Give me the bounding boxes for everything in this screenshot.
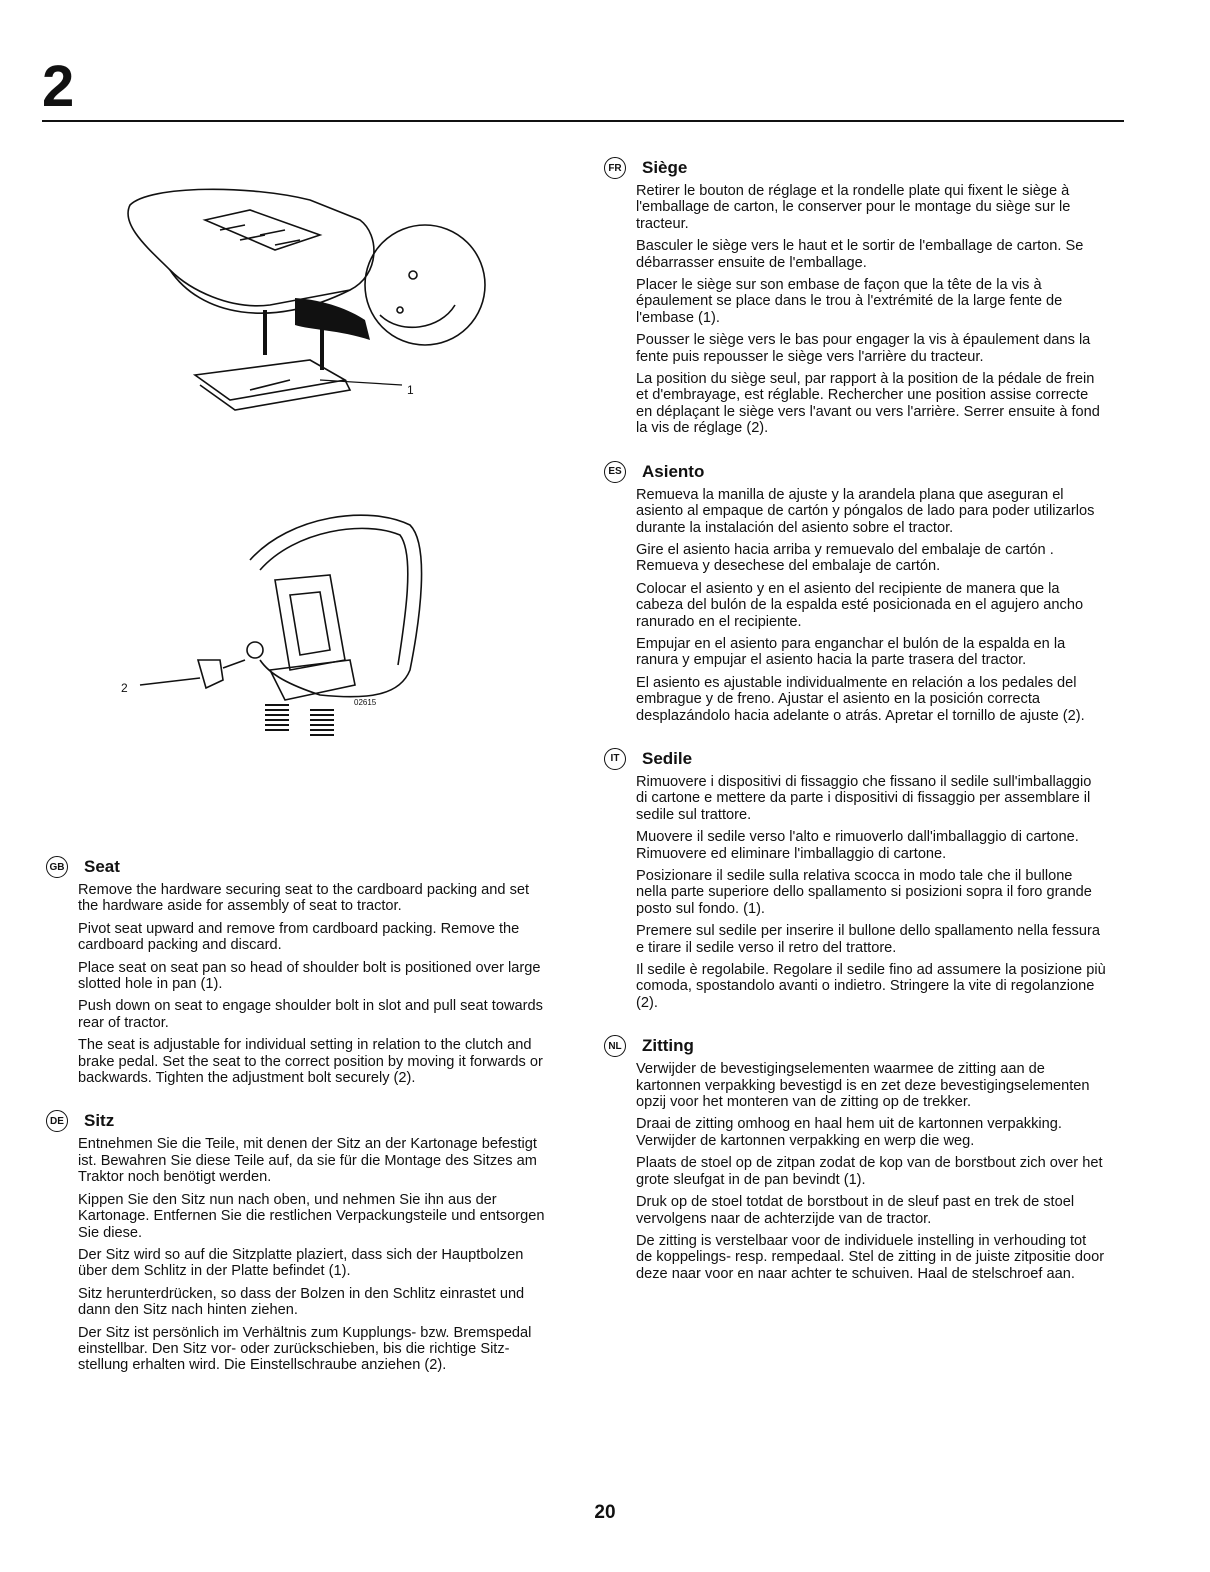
- paragraph: Der Sitz wird so auf die Sitzplatte plaziert, dass sich der Hauptbolzen über dem Schlitz in der Platte befindet (1).: [78, 1246, 524, 1280]
- section-it: [610, 748, 1106, 1011]
- right-column: [608, 157, 1106, 1306]
- paragraph: Kippen Sie den Sitz nun nach oben, und nehmen Sie ihn aus der Kartonage. Entfernen Sie die restlichen Verpackungsteile und entsorgen Sie diese.: [78, 1191, 545, 1241]
- paragraph: The seat is adjustable for individual setting in relation to the clutch and brake pedal. Set the seat to the correct position by moving it forwards or backwards. Tighten the adjustment bolt securely (2).: [78, 1037, 543, 1087]
- paragraph: Plaats de stoel op de zitpan zodat de kop van de borstbout zich over het grote sleufgat in de pan bevindt (1).: [636, 1155, 1103, 1188]
- section-de: [50, 1110, 548, 1374]
- paragraph: Pousser le siège vers le bas pour engager la vis à épaulement dans la fente puis repousser le siège vers l'arrière du tracteur.: [636, 332, 1091, 365]
- callout-1: 1: [407, 383, 414, 397]
- paragraph: Place seat on seat pan so head of shoulder bolt is positioned over large slotted hole in pan (1).: [78, 959, 541, 993]
- paragraph: Gire el asiento hacia arriba y remuevalo del embalaje de cartón . Remueva y desechese del embalaje de cartón.: [636, 541, 1054, 575]
- paragraph: De zitting is verstelbaar voor de individuele instelling in verhouding tot de koppelings- resp. rempedaal. Stel de zitting in de juiste zitpositie door deze naar voor en naar achter te schuiven. Haal de stelschroef aan.: [636, 1232, 1105, 1282]
- paragraph: Retirer le bouton de réglage et la rondelle plate qui fixent le siège à l'emballage de carton, le conserver pour le montage du siège sur le tracteur.: [636, 183, 1071, 232]
- left-column: [49, 856, 548, 1398]
- paragraph: Rimuovere i dispositivi di fissaggio che fissano il sedile sull'imballaggio di cartone e mettere da parte i dispositivi di fissaggio per assemblare il sedile sul trattore.: [636, 773, 1092, 823]
- paragraph: Pivot seat upward and remove from cardboard packing. Remove the cardboard packing and discard.: [78, 920, 520, 954]
- section-es: [608, 461, 1106, 724]
- section-title: Siège: [642, 158, 688, 177]
- paragraph: Premere sul sedile per inserire il bullone dello spallamento nella fessura e tirare il sedile verso il retro del trattore.: [636, 923, 1100, 956]
- it-flag-icon: IT: [604, 748, 626, 770]
- paragraph: Empujar en el asiento para enganchar el bulón de la espalda en la ranura y empujar el asiento hacia la parte trasera del tractor.: [636, 635, 1066, 669]
- section-title: Sitz: [84, 1111, 115, 1131]
- paragraph: Druk op de stoel totdat de borstbout in de sleuf past en trek de stoel vervolgens naar de achterzijde van de tractor.: [636, 1194, 1075, 1227]
- paragraph: Der Sitz ist persönlich im Verhältnis zum Kupplungs- bzw. Bremspedal einstellbar. Den Sitz vor- oder zurückschieben, bis die richtige Sitz-stellung erhalten wird. Die Einstellschraube anziehen (2).: [78, 1324, 532, 1374]
- paragraph: Placer le siège sur son embase de façon que la tête de la vis à épaulement se place dans le trou à l'extrémité de la large fente de l'embase (1).: [636, 277, 1063, 326]
- paragraph: Entnehmen Sie die Teile, mit denen der Sitz an der Kartonage befestigt ist. Bewahren Sie diese Teile auf, da sie für die Montage des Sitzes am Traktor noch benötigt werden.: [78, 1136, 537, 1186]
- paragraph: Basculer le siège vers le haut et le sortir de l'emballage de carton. Se débarrasser ensuite de l'emballage.: [636, 238, 1084, 271]
- paragraph: El asiento es ajustable individualmente en relación a los pedales del embrague y de freno. Ajustar el asiento en la posición correcta desplazándolo hacia adelante o atrás. Apretar el tornillo de ajuste (2).: [636, 674, 1085, 724]
- page-number: 20: [594, 1502, 616, 1523]
- paragraph: Verwijder de bevestigingselementen waarmee de zitting aan de kartonnen verpakking bevestigd is en zet deze bevestigingselementen opzij voor het monteren van de zitting op de trekker.: [636, 1061, 1090, 1111]
- paragraph: Muovere il sedile verso l'alto e rimuoverlo dall'imballaggio di cartone. Rimuovere ed eliminare l'imballaggio di cartone.: [636, 829, 1079, 862]
- paragraph: La position du siège seul, par rapport à la position de la pédale de frein et d'embrayage, est réglable. Rechercher une position assise correcte en déplaçant le siège vers l'avant ou vers l'arrière. Serrer ensuite à fond la vis de réglage (2).: [636, 371, 1100, 437]
- gb-flag-icon: GB: [46, 856, 68, 878]
- seat-adjustment-illustration: [120, 500, 440, 750]
- section-title: Seat: [84, 857, 120, 876]
- section-gb: [49, 856, 548, 1087]
- chapter-number: 2: [42, 54, 75, 119]
- seat-mounting-illustration: [110, 180, 490, 425]
- paragraph: Il sedile è regolabile. Regolare il sedile fino ad assumere la posizione più comoda, spostandolo avanti o indietro. Stringere la vite di regolanzione (2).: [636, 962, 1106, 1011]
- fr-flag-icon: FR: [604, 157, 626, 179]
- section-title: Asiento: [642, 461, 705, 481]
- section-nl: [608, 1035, 1106, 1282]
- paragraph: Colocar el asiento y en el asiento del recipiente de manera que la cabeza del bulón de la espalda esté posicionada en el agujero ancho ranurado en el recipiente.: [636, 580, 1084, 630]
- section-title: Sedile: [642, 748, 693, 768]
- section-title: Zitting: [642, 1036, 694, 1056]
- paragraph: Posizionare il sedile sulla relativa scocca in modo tale che il bullone nella parte superiore dello spallamento si posizioni sopra il foro grande posto sul fondo. (1).: [636, 868, 1092, 917]
- paragraph: Sitz herunterdrücken, so dass der Bolzen in den Schlitz einrastet und dann den Sitz nach hinten ziehen.: [78, 1285, 525, 1319]
- de-flag-icon: DE: [46, 1110, 68, 1132]
- header-rule: [42, 120, 1124, 122]
- figure-code: 02615: [354, 698, 377, 707]
- nl-flag-icon: NL: [604, 1035, 626, 1057]
- paragraph: Draai de zitting omhoog en haal hem uit de kartonnen verpakking. Verwijder de kartonnen verpakking en werp die weg.: [636, 1116, 1062, 1149]
- paragraph: Push down on seat to engage shoulder bolt in slot and pull seat towards rear of tractor.: [78, 998, 543, 1031]
- es-flag-icon: ES: [604, 461, 626, 483]
- paragraph: Remueva la manilla de ajuste y la arandela plana que aseguran el asiento al empaque de cartón y póngalos de lado para poder utilizarlos durante la instalación del asiento sobre el tractor.: [636, 486, 1095, 536]
- section-fr: [608, 157, 1106, 437]
- paragraph: Remove the hardware securing seat to the cardboard packing and set the hardware aside for assembly of seat to tractor.: [78, 882, 530, 915]
- callout-2: 2: [121, 681, 128, 695]
